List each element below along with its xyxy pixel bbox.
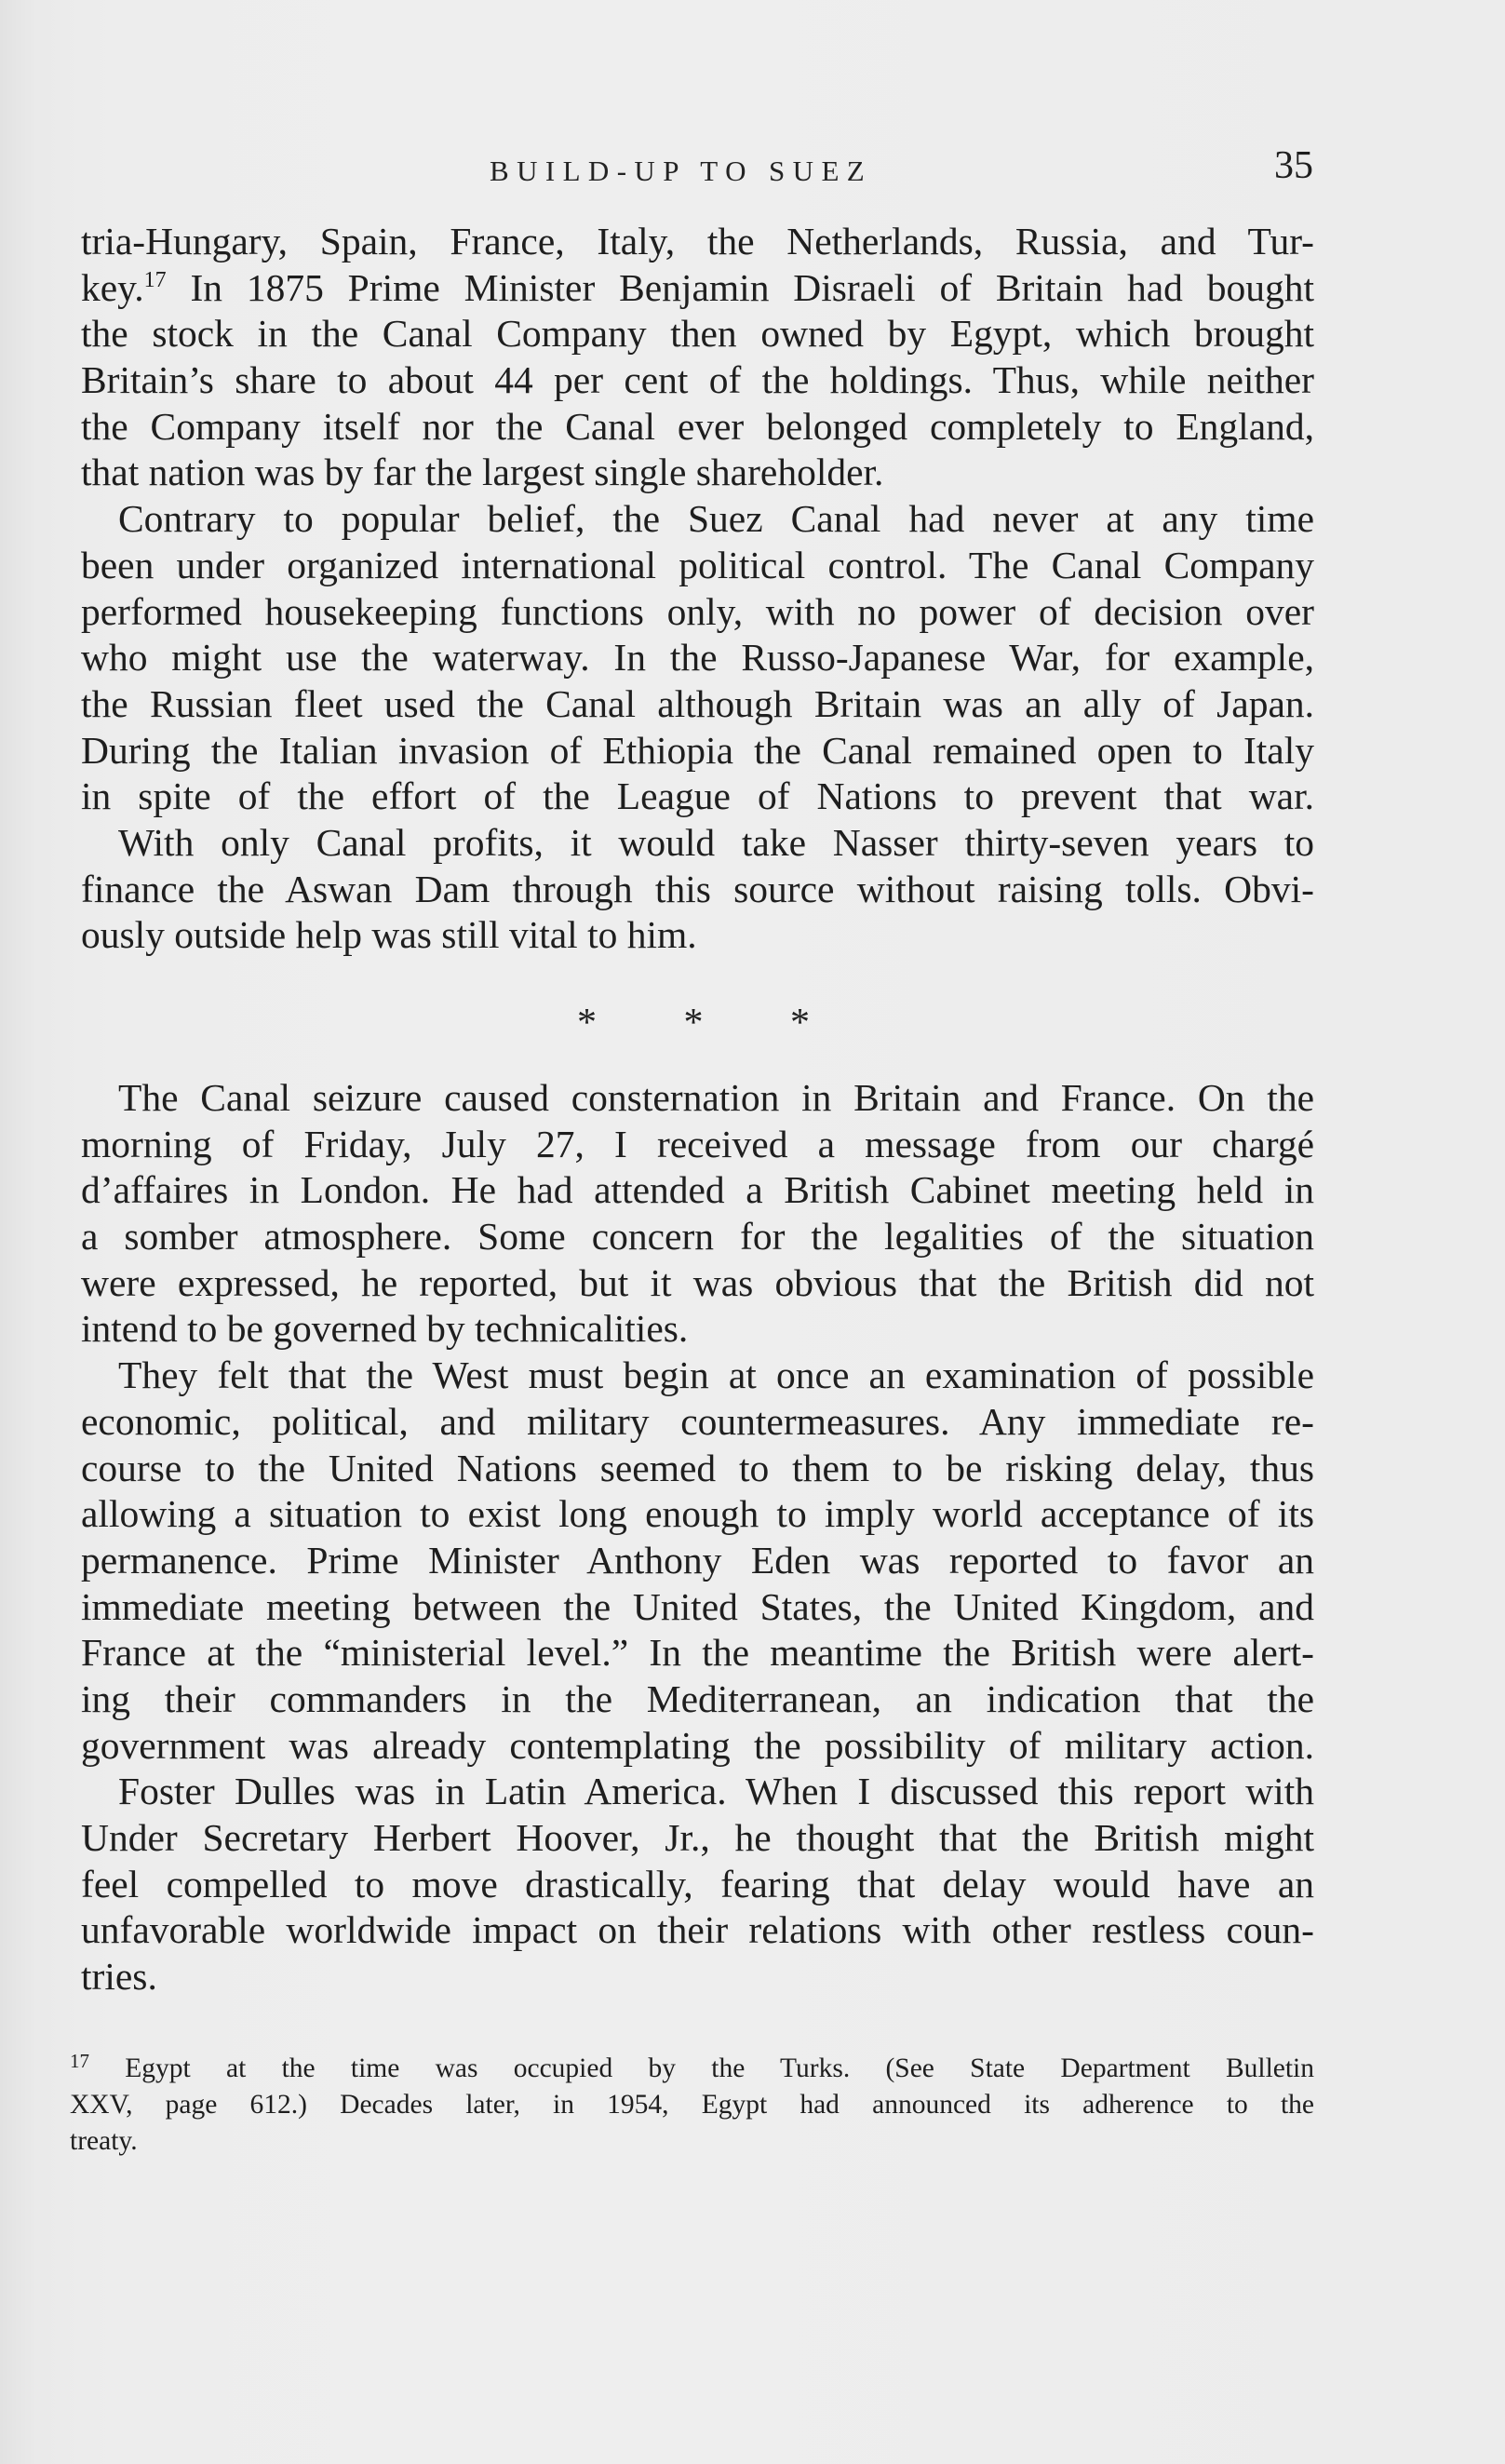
running-head-title: BUILD-UP TO SUEZ [490,155,873,187]
text-line: During the Italian invasion of Ethiopia the Canal remained open to Italy [81,728,1314,772]
asterisk: * [683,1002,704,1044]
text-line: allowing a situation to exist long enough to imply world acceptance of its [81,1492,1314,1536]
text-line: government was already contemplating the possibility of military action. [81,1723,1314,1767]
text-line: in spite of the effort of the League of Nations to prevent that war. [81,774,1314,818]
text-line: the Company itself nor the Canal ever belonged completely to England, [81,404,1314,448]
text-line: tria-Hungary, Spain, France, Italy, the Netherlands, Russia, and Tur- [81,220,1314,263]
asterisk: * [577,1002,597,1044]
text-line: Contrary to popular belief, the Suez Canal had never at any time [118,497,1314,541]
text-line: intend to be governed by technicalities. [81,1307,689,1351]
footnote-line: XXV, page 612.) Decades later, in 1954, Egypt had announced its adherence to the [70,2090,1314,2120]
text-line: Britain’s share to about 44 per cent of the holdings. Thus, while neither [81,358,1314,402]
text-line: d’affaires in London. He had attended a British Cabinet meeting held in [81,1168,1314,1212]
footnote-reference: 17 [143,267,167,292]
text-line: the stock in the Canal Company then owned by Egypt, which brought [81,312,1314,356]
footnote-line [70,2051,1314,2087]
text-line: Under Secretary Herbert Hoover, Jr., he thought that the British might [81,1816,1314,1859]
text-line: unfavorable worldwide impact on their relations with other restless coun- [81,1908,1314,1952]
text-line: Foster Dulles was in Latin America. When I discussed this report with [118,1770,1314,1813]
text-fragment: key. [81,265,144,309]
paragraph-group-2 [81,1075,1314,2000]
text-line: course to the United Nations seemed to them to be risking delay, thus [81,1446,1314,1489]
section-break [577,1000,810,1046]
text-line: economic, political, and military countermeasures. Any immediate re- [81,1399,1314,1443]
text-line: They felt that the West must begin at once an examination of possible [118,1353,1314,1397]
text-line: tries. [81,1955,157,1999]
paragraph-1 [81,219,1314,959]
text-fragment: Egypt at the time was occupied by the Turks. (See State Department Bulletin [89,2053,1314,2083]
asterisk: * [790,1002,810,1044]
text-fragment: In 1875 Prime Minister Benjamin Disraeli of Britain had bought [166,265,1314,309]
text-line: With only Canal profits, it would take Nasser thirty-seven years to [118,820,1314,864]
footnote-line: treaty. [70,2126,138,2156]
text-line: that nation was by far the largest single shareholder. [81,451,884,494]
text-line [81,265,1314,312]
text-line: performed housekeeping functions only, with no power of decision over [81,589,1314,633]
text-line: feel compelled to move drastically, fearing that delay would have an [81,1862,1314,1905]
text-line: were expressed, he reported, but it was obvious that the British did not [81,1260,1314,1304]
footnote-marker: 17 [70,2050,89,2072]
text-line: morning of Friday, July 27, I received a message from our chargé [81,1122,1314,1165]
text-line: immediate meeting between the United States, the United Kingdom, and [81,1584,1314,1628]
text-line: been under organized international political control. The Canal Company [81,543,1314,586]
text-line: ously outside help was still vital to him. [81,913,697,957]
text-line: a somber atmosphere. Some concern for the legalities of the situation [81,1215,1314,1259]
text-line: ing their commanders in the Mediterranean, an indication that the [81,1676,1314,1720]
page-number: 35 [1274,144,1313,187]
text-line: finance the Aswan Dam through this source without raising tolls. Obvi- [81,867,1314,910]
footnote [70,2051,1314,2160]
text-line: permanence. Prime Minister Anthony Eden was reported to favor an [81,1538,1314,1582]
text-line: France at the “ministerial level.” In the meantime the British were alert- [81,1631,1314,1675]
text-line: The Canal seizure caused consternation in Britain and France. On the [118,1076,1314,1119]
text-line: who might use the waterway. In the Russo-Japanese War, for example, [81,636,1314,680]
text-line: the Russian fleet used the Canal although Britain was an ally of Japan. [81,681,1314,725]
